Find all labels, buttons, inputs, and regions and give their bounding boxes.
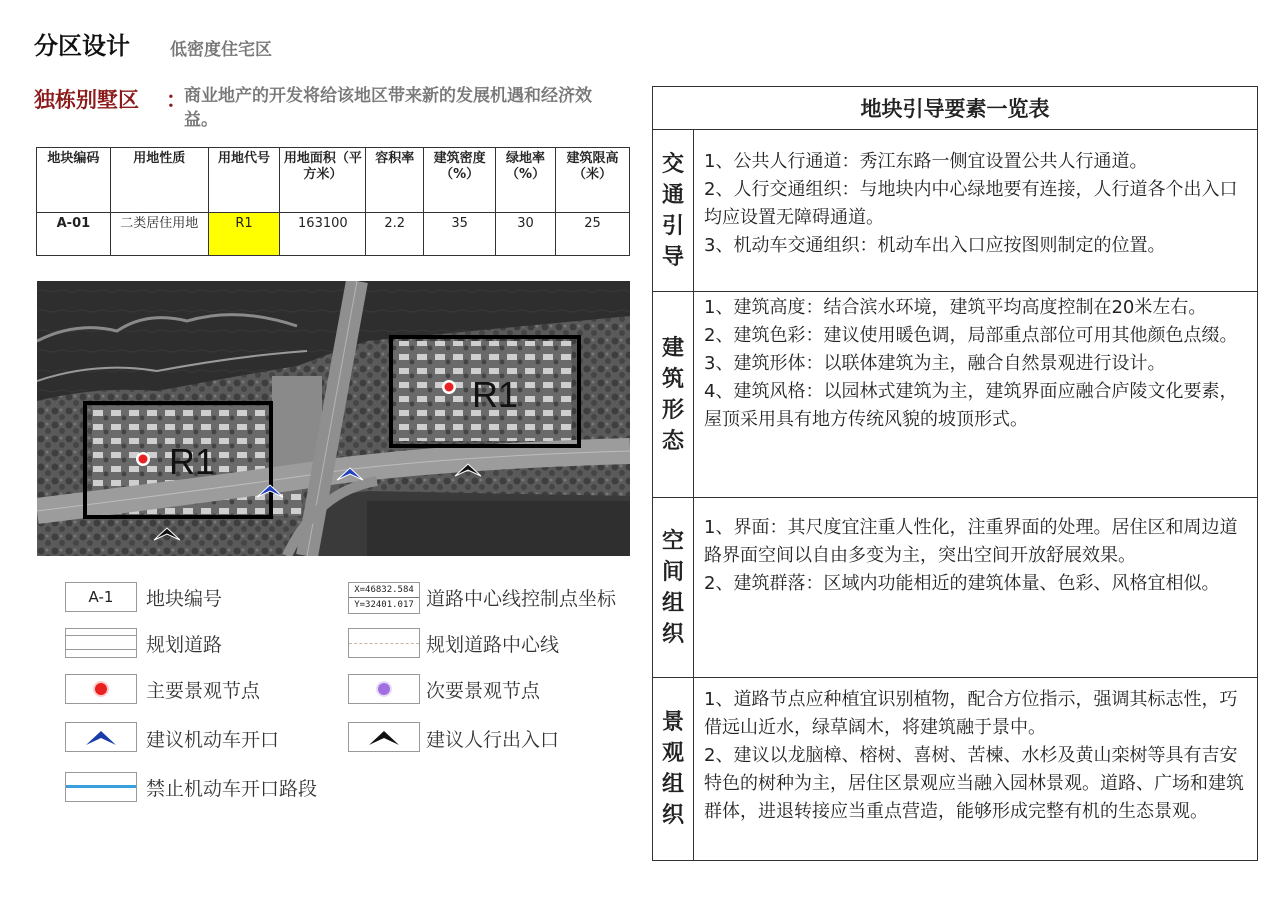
guide-section-traffic — [653, 130, 1258, 292]
guide-item: 1、界面：其尺度宜注重人性化，注重界面的处理。居住区和周边道路界面空间以自由多变为主，突出空间开放舒展效果。 — [704, 517, 1238, 566]
guide-item: 2、人行交通组织：与地块内中心绿地要有连接，人行道各个出入口均应设置无障碍通道。 — [704, 179, 1238, 228]
guide-item: 2、建筑群落：区域内功能相近的建筑体量、色彩、风格宜相似。 — [704, 573, 1220, 594]
header-cell: 建筑密度（%） — [424, 148, 496, 213]
table-cell: 25 — [556, 213, 630, 256]
legend-label: 规划道路中心线 — [426, 634, 560, 656]
legend-label: 禁止机动车开口路段 — [146, 778, 318, 800]
guide-elements-table — [652, 86, 1258, 861]
guide-item: 2、建议以龙脑樟、榕树、喜树、苦楝、水杉及黄山栾树等具有吉安特色的树种为主，居住区景观应当融入园林景观。道路、广场和建筑群体，进退转接应当重点营造，能够形成完整有机的生态景观。 — [704, 745, 1244, 822]
parcel-label-east: R1 — [472, 374, 519, 415]
page-subtitle: 低密度住宅区 — [170, 40, 272, 60]
header-cell: 用地面积（平方米） — [280, 148, 366, 213]
guide-item: 4、建筑风格：以园林式建筑为主，建筑界面应融合庐陵文化要素，屋顶采用具有地方传统风貌的坡顶形式。 — [704, 381, 1238, 430]
land-params-table — [36, 147, 630, 256]
header-cell: 建筑限高（米） — [556, 148, 630, 213]
guide-category: 建筑形态 — [653, 292, 694, 498]
table-cell: A-01 — [37, 213, 111, 256]
legend-symbol-main-node — [65, 674, 137, 704]
zone-description: 商业地产的开发将给该地区带来新的发展机遇和经济效益。 — [184, 86, 592, 130]
header-cell: 用地性质 — [110, 148, 208, 213]
table-cell: 二类居住用地 — [110, 213, 208, 256]
legend-symbol-road-centerline — [348, 628, 420, 658]
guide-section-landscape — [653, 678, 1258, 861]
page-title: 分区设计 — [34, 32, 130, 60]
guide-item: 1、建筑高度：结合滨水环境，建筑平均高度控制在20米左右。 — [704, 297, 1207, 318]
legend-symbol-secondary-node — [348, 674, 420, 704]
header-cell: 用地代号 — [208, 148, 280, 213]
parcel-label-west: R1 — [169, 441, 216, 482]
zone-colon: ： — [166, 88, 187, 112]
legend-symbol-planned-road — [65, 628, 137, 658]
legend-label: 规划道路 — [146, 634, 223, 656]
guide-section-space — [653, 498, 1258, 678]
header-cell: 容积率 — [366, 148, 424, 213]
legend-symbol-vehicle-entrance — [65, 722, 137, 752]
guide-table-title: 地块引导要素一览表 — [653, 87, 1258, 130]
zone-name: 独栋别墅区 — [34, 88, 139, 112]
guide-category: 景观组织 — [653, 678, 694, 861]
table-header-row — [37, 148, 630, 213]
legend-label: 建议机动车开口 — [146, 729, 280, 751]
legend-label: 次要景观节点 — [426, 680, 541, 702]
guide-item: 1、道路节点应种植宜识别植物，配合方位指示，强调其标志性，巧借远山近水，绿草阔木，将建筑融于景中。 — [704, 689, 1238, 738]
site-map — [37, 281, 630, 556]
guide-item: 3、机动车交通组织：机动车出入口应按图则制定的位置。 — [704, 235, 1166, 256]
legend-label: 建议人行出入口 — [426, 729, 560, 751]
guide-item: 2、建筑色彩：建议使用暖色调，局部重点部位可用其他颜色点缀。 — [704, 325, 1238, 346]
table-cell: 30 — [496, 213, 556, 256]
table-cell-land-code: R1 — [208, 213, 280, 256]
guide-item: 1、公共人行通道：秀江东路一侧宜设置公共人行通道。 — [704, 151, 1148, 172]
legend-symbol-pedestrian-entrance — [348, 722, 420, 752]
legend-symbol-no-vehicle-segment — [65, 772, 137, 802]
table-row — [37, 213, 630, 256]
guide-category: 空间组织 — [653, 498, 694, 678]
legend-label: 地块编号 — [146, 588, 223, 610]
legend-label: 道路中心线控制点坐标 — [426, 588, 617, 610]
table-cell: 163100 — [280, 213, 366, 256]
header-cell: 地块编码 — [37, 148, 111, 213]
guide-category: 交通引导 — [653, 130, 694, 292]
header-cell: 绿地率（%） — [496, 148, 556, 213]
table-cell: 35 — [424, 213, 496, 256]
legend-symbol-coordinates: X=46832.584 Y=32401.017 — [348, 582, 420, 614]
legend-label: 主要景观节点 — [146, 680, 261, 702]
table-cell: 2.2 — [366, 213, 424, 256]
legend-symbol-parcel-id: A-1 — [65, 582, 137, 612]
guide-item: 3、建筑形体：以联体建筑为主，融合自然景观进行设计。 — [704, 353, 1166, 374]
vehicle-entrance-icon — [66, 723, 136, 751]
pedestrian-entrance-icon — [349, 723, 419, 751]
guide-section-building — [653, 292, 1258, 498]
